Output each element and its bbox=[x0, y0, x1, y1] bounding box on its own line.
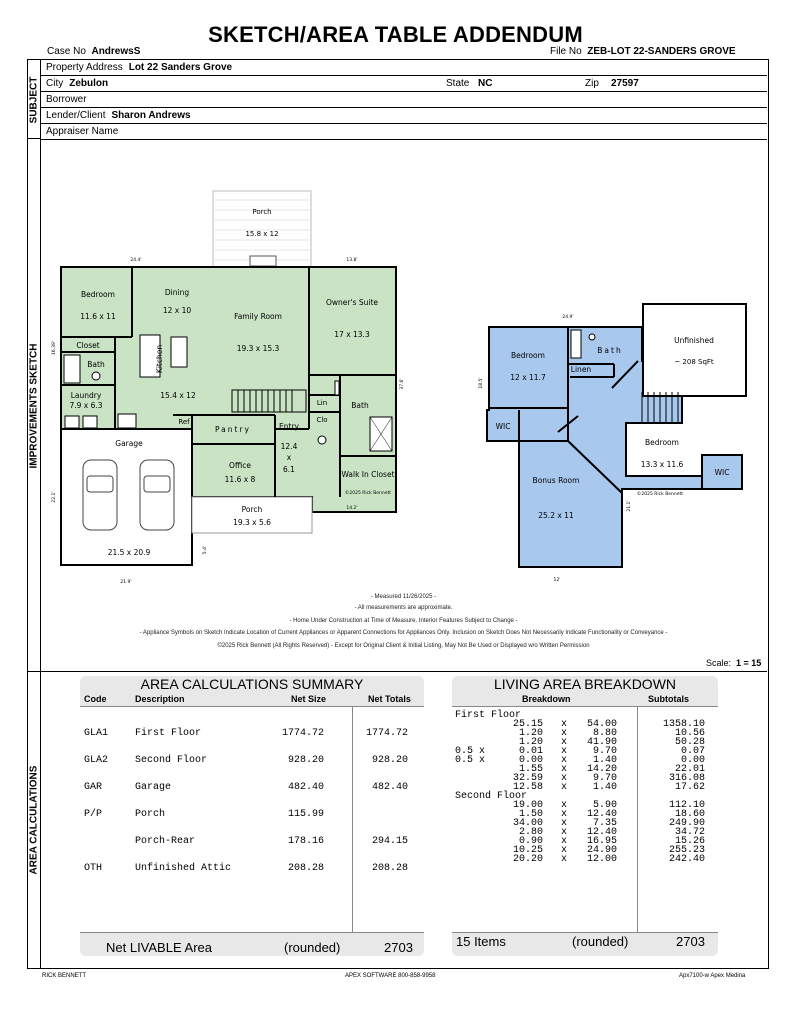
subject-lender-row: Lender/Client Sharon Andrews bbox=[40, 108, 767, 124]
breakdown-cell: 0.00 bbox=[680, 755, 705, 766]
kitchen-dims: 15.4 x 12 bbox=[160, 391, 196, 400]
breakdown-cell: 255.23 bbox=[668, 845, 705, 856]
breakdown-cell: x bbox=[561, 827, 568, 838]
unfinished-area bbox=[643, 304, 746, 396]
breakdown-cell: 0.01 bbox=[518, 746, 543, 757]
breakdown-cell: 0.5 x bbox=[455, 755, 486, 766]
entry-dim-a: 12.4 bbox=[280, 442, 298, 451]
breakdown-cell: x bbox=[561, 836, 568, 847]
dining-label: Dining bbox=[164, 288, 190, 297]
kitchen-label: Kitchen bbox=[155, 344, 164, 374]
breakdown-cell: 0.07 bbox=[680, 746, 705, 757]
breakdown-cell: x bbox=[561, 773, 568, 784]
subject-borrower-row: Borrower bbox=[40, 92, 767, 108]
net-livable-rounded: (rounded) bbox=[284, 940, 341, 955]
breakdown-cell: x bbox=[561, 800, 568, 811]
breakdown-cell: 41.90 bbox=[586, 737, 617, 748]
breakdown-cell: 1.40 bbox=[592, 782, 617, 793]
floor-plan-sketch bbox=[40, 140, 767, 600]
dim-label: 24.9' bbox=[562, 315, 574, 320]
family-dims: 19.3 x 15.3 bbox=[236, 344, 280, 353]
sketch-note: - Measured 11/26/2025 - bbox=[370, 594, 437, 600]
breakdown-cell: 316.08 bbox=[668, 773, 705, 784]
breakdown-cell: 16.95 bbox=[586, 836, 617, 847]
bath2-label: Bath bbox=[597, 346, 623, 355]
laundry-label: Laundry bbox=[70, 391, 102, 400]
porch-bottom-label: Porch bbox=[241, 505, 263, 514]
table-row: GLA2 Second Floor 928.20 928.20 bbox=[84, 755, 409, 766]
breakdown-cell: 54.00 bbox=[586, 719, 617, 730]
laundry-dims: 7.9 x 6.3 bbox=[69, 401, 103, 410]
dim-label: 21.9' bbox=[120, 580, 132, 585]
bath-left-label: Bath bbox=[87, 360, 105, 369]
sketch-note: - Home Under Construction at Time of Measure. Interior Features Subject to Change - bbox=[289, 618, 518, 624]
summary-col-netsize: Net Size bbox=[291, 694, 327, 704]
section-calcs bbox=[27, 671, 41, 969]
section-subject bbox=[27, 59, 41, 140]
breakdown-cell: x bbox=[561, 746, 568, 757]
table-row: GLA1 First Floor 1774.72 1774.72 bbox=[84, 728, 409, 739]
breakdown-cell: x bbox=[561, 854, 568, 865]
breakdown-total: 2703 bbox=[676, 934, 705, 949]
second-floor-copyright: ©2025 Rick Bennett bbox=[636, 492, 684, 497]
walkin-label: Walk In Closet bbox=[341, 470, 395, 479]
breakdown-cell: x bbox=[561, 719, 568, 730]
scale-indicator: Scale: 1 = 15 bbox=[706, 658, 762, 668]
summary-col-code: Code bbox=[84, 694, 107, 704]
breakdown-rounded: (rounded) bbox=[572, 934, 629, 949]
breakdown-cell: 15.26 bbox=[674, 836, 705, 847]
breakdown-cell: 12.00 bbox=[586, 854, 617, 865]
breakdown-cell: 1.20 bbox=[518, 737, 543, 748]
closet-label: Closet bbox=[76, 341, 100, 350]
lin-label: Lin bbox=[316, 399, 328, 407]
breakdown-items: 15 Items bbox=[456, 934, 506, 949]
first-floor-plan bbox=[51, 191, 405, 585]
breakdown-cell: 12.58 bbox=[512, 782, 543, 793]
garage-label: Garage bbox=[115, 439, 143, 448]
breakdown-title: LIVING AREA BREAKDOWN bbox=[493, 676, 677, 692]
bedroom-dims: 11.6 x 11 bbox=[80, 312, 116, 321]
sketch-note: ©2025 Rick Bennett (All Rights Reserved) - Except for Original Client & Initial Listing, May Not Be Used or Displayed w/o Written Permission bbox=[217, 643, 590, 649]
breakdown-cell: 242.40 bbox=[668, 854, 705, 865]
breakdown-cell: x bbox=[561, 845, 568, 856]
summary-col-nettotals: Net Totals bbox=[368, 694, 411, 704]
breakdown-cell: Second Floor bbox=[455, 791, 528, 802]
breakdown-cell: x bbox=[561, 737, 568, 748]
summary-col-description: Description bbox=[135, 694, 185, 704]
breakdown-cell: 1.40 bbox=[592, 755, 617, 766]
porch-bottom-dims: 19.3 x 5.6 bbox=[233, 518, 271, 527]
file-number: File No ZEB-LOT 22-SANDERS GROVE bbox=[550, 46, 736, 57]
bonus-label: Bonus Room bbox=[532, 476, 580, 485]
breakdown-cell: 34.72 bbox=[674, 827, 705, 838]
breakdown-cell: 1.50 bbox=[518, 809, 543, 820]
table-row: GAR Garage 482.40 482.40 bbox=[84, 782, 409, 793]
breakdown-cell: 0.90 bbox=[518, 836, 543, 847]
breakdown-panel bbox=[452, 676, 718, 956]
breakdown-cell: 8.80 bbox=[592, 728, 617, 739]
dim-label: 21.1' bbox=[627, 500, 632, 512]
dim-label: 5.4' bbox=[203, 545, 208, 555]
section-calcs-label: AREA CALCULATIONS bbox=[28, 765, 40, 875]
breakdown-cell: 249.90 bbox=[668, 818, 705, 829]
wic1-label: WIC bbox=[495, 422, 511, 431]
bedroom2-dims: 13.3 x 11.6 bbox=[640, 460, 684, 469]
subject-appraiser-row: Appraiser Name bbox=[40, 124, 767, 140]
breakdown-cell: 19.00 bbox=[512, 800, 543, 811]
breakdown-cell: 32.59 bbox=[512, 773, 543, 784]
dim-label: 14.2' bbox=[346, 506, 358, 511]
bedroom2-label: Bedroom bbox=[645, 438, 679, 447]
pantry-label: Pantry bbox=[215, 425, 251, 434]
subject-city-row: City Zebulon State NC Zip 27597 bbox=[40, 76, 767, 92]
breakdown-row bbox=[455, 738, 715, 747]
porch-top-label: Porch bbox=[252, 208, 272, 216]
unfinished-label: Unfinished bbox=[674, 336, 714, 345]
section-sketch bbox=[27, 138, 41, 673]
section-subject-label: SUBJECT bbox=[28, 76, 40, 123]
sketch-note: - All measurements are approximate. bbox=[354, 605, 453, 611]
office-label: Office bbox=[229, 461, 251, 470]
dim-label: 22.1' bbox=[52, 491, 57, 503]
breakdown-cell: 20.20 bbox=[512, 854, 543, 865]
dim-label: 16.39' bbox=[52, 340, 57, 356]
footer-center: APEX SOFTWARE 800-858-9958 bbox=[345, 973, 436, 979]
breakdown-row bbox=[455, 855, 715, 864]
ref-label: Ref bbox=[178, 418, 190, 426]
breakdown-cell: 50.28 bbox=[674, 737, 705, 748]
dim-label: 37.6' bbox=[400, 378, 405, 390]
bedroom1-dims: 12 x 11.7 bbox=[510, 373, 546, 382]
sketch-note: - Appliance Symbols on Sketch Indicate Location of Current Appliances or Apparent Connections for Appliances Only. Inclusion on Sketch Does Not Necessarily Indicate Functionality or Conveyance - bbox=[139, 630, 668, 636]
breakdown-cell: 17.62 bbox=[674, 782, 705, 793]
breakdown-cell: 22.01 bbox=[674, 764, 705, 775]
porch-bottom-area bbox=[192, 497, 312, 533]
family-label: Family Room bbox=[234, 312, 282, 321]
entry-dim-b: 6.1 bbox=[283, 465, 295, 474]
first-floor-copyright: ©2025 Rick Bennett bbox=[344, 491, 392, 496]
entry-dim-x: x bbox=[286, 453, 292, 462]
subject-property-row: Property Address Lot 22 Sanders Grove bbox=[40, 60, 767, 76]
breakdown-cell: 18.60 bbox=[674, 809, 705, 820]
breakdown-row bbox=[455, 747, 715, 756]
breakdown-cell: 1358.10 bbox=[662, 719, 705, 730]
breakdown-cell: 9.70 bbox=[592, 773, 617, 784]
table-row: OTH Unfinished Attic 208.28 208.28 bbox=[84, 863, 409, 874]
dim-label: 24.4' bbox=[130, 258, 142, 263]
owners-dims: 17 x 13.3 bbox=[334, 330, 370, 339]
office-dims: 11.6 x 8 bbox=[224, 475, 256, 484]
table-row: P/P Porch 115.99 bbox=[84, 809, 325, 820]
unfinished-size: ~ 208 SqFt bbox=[674, 358, 714, 366]
breakdown-cell: 24.90 bbox=[586, 845, 617, 856]
section-sketch-label: IMPROVEMENTS SKETCH bbox=[28, 342, 40, 469]
breakdown-cell: 112.10 bbox=[668, 800, 705, 811]
area-summary-title: AREA CALCULATIONS SUMMARY bbox=[140, 676, 364, 692]
breakdown-col-subtotals: Subtotals bbox=[648, 694, 690, 704]
dim-label: 18.5' bbox=[479, 377, 484, 389]
clo-label: Clo bbox=[316, 416, 328, 424]
breakdown-cell: 12.40 bbox=[586, 809, 617, 820]
page-title: SKETCH/AREA TABLE ADDENDUM bbox=[208, 22, 583, 47]
breakdown-cell: x bbox=[561, 728, 568, 739]
breakdown-cell: 7.35 bbox=[592, 818, 617, 829]
garage-area bbox=[61, 429, 192, 565]
bath-right-label: Bath bbox=[351, 401, 369, 410]
dim-label: 13.8' bbox=[346, 258, 358, 263]
second-floor-plan bbox=[478, 304, 746, 583]
bedroom-label: Bedroom bbox=[81, 290, 115, 299]
breakdown-cell: 34.00 bbox=[512, 818, 543, 829]
dining-dims: 12 x 10 bbox=[162, 306, 192, 315]
breakdown-cell: 10.25 bbox=[512, 845, 543, 856]
case-number: Case No AndrewsS bbox=[47, 46, 141, 57]
breakdown-cell: x bbox=[561, 818, 568, 829]
linen-label: Linen bbox=[570, 365, 592, 374]
breakdown-cell: x bbox=[561, 809, 568, 820]
breakdown-cell: 0.00 bbox=[518, 755, 543, 766]
net-livable-value: 2703 bbox=[384, 940, 413, 955]
breakdown-cell: x bbox=[561, 755, 568, 766]
bedroom1-label: Bedroom bbox=[511, 351, 545, 360]
breakdown-cell: 1.20 bbox=[518, 728, 543, 739]
table-row: Porch-Rear 178.16 294.15 bbox=[135, 836, 409, 847]
net-livable-label: Net LIVABLE Area bbox=[106, 940, 212, 955]
owners-label: Owner's Suite bbox=[326, 298, 378, 307]
footer-left: RICK BENNETT bbox=[42, 973, 87, 979]
breakdown-cell: 5.90 bbox=[592, 800, 617, 811]
breakdown-cell: 2.80 bbox=[518, 827, 543, 838]
breakdown-cell: x bbox=[561, 782, 568, 793]
breakdown-cell: First Floor bbox=[455, 710, 522, 721]
breakdown-cell: 10.56 bbox=[674, 728, 705, 739]
breakdown-cell: 1.55 bbox=[518, 764, 543, 775]
breakdown-cell: 25.15 bbox=[512, 719, 543, 730]
area-summary-panel bbox=[80, 676, 424, 956]
bonus-dims: 25.2 x 11 bbox=[538, 511, 574, 520]
porch-top-dims: 15.8 x 12 bbox=[245, 230, 279, 238]
breakdown-rows bbox=[455, 711, 715, 864]
breakdown-cell: 0.5 x bbox=[455, 746, 486, 757]
breakdown-cell: 12.40 bbox=[586, 827, 617, 838]
footer-right: Apx7100-w Apex Medina bbox=[679, 973, 746, 979]
section-divider bbox=[40, 671, 767, 672]
breakdown-cell: 9.70 bbox=[592, 746, 617, 757]
garage-dims: 21.5 x 20.9 bbox=[107, 548, 151, 557]
breakdown-cell: 14.20 bbox=[586, 764, 617, 775]
wic2-label: WIC bbox=[714, 468, 730, 477]
breakdown-cell: x bbox=[561, 764, 568, 775]
dim-label: 12' bbox=[553, 578, 561, 583]
summary-rows bbox=[84, 711, 420, 891]
breakdown-col-breakdown: Breakdown bbox=[522, 694, 571, 704]
entry-label: Entry bbox=[279, 422, 299, 431]
